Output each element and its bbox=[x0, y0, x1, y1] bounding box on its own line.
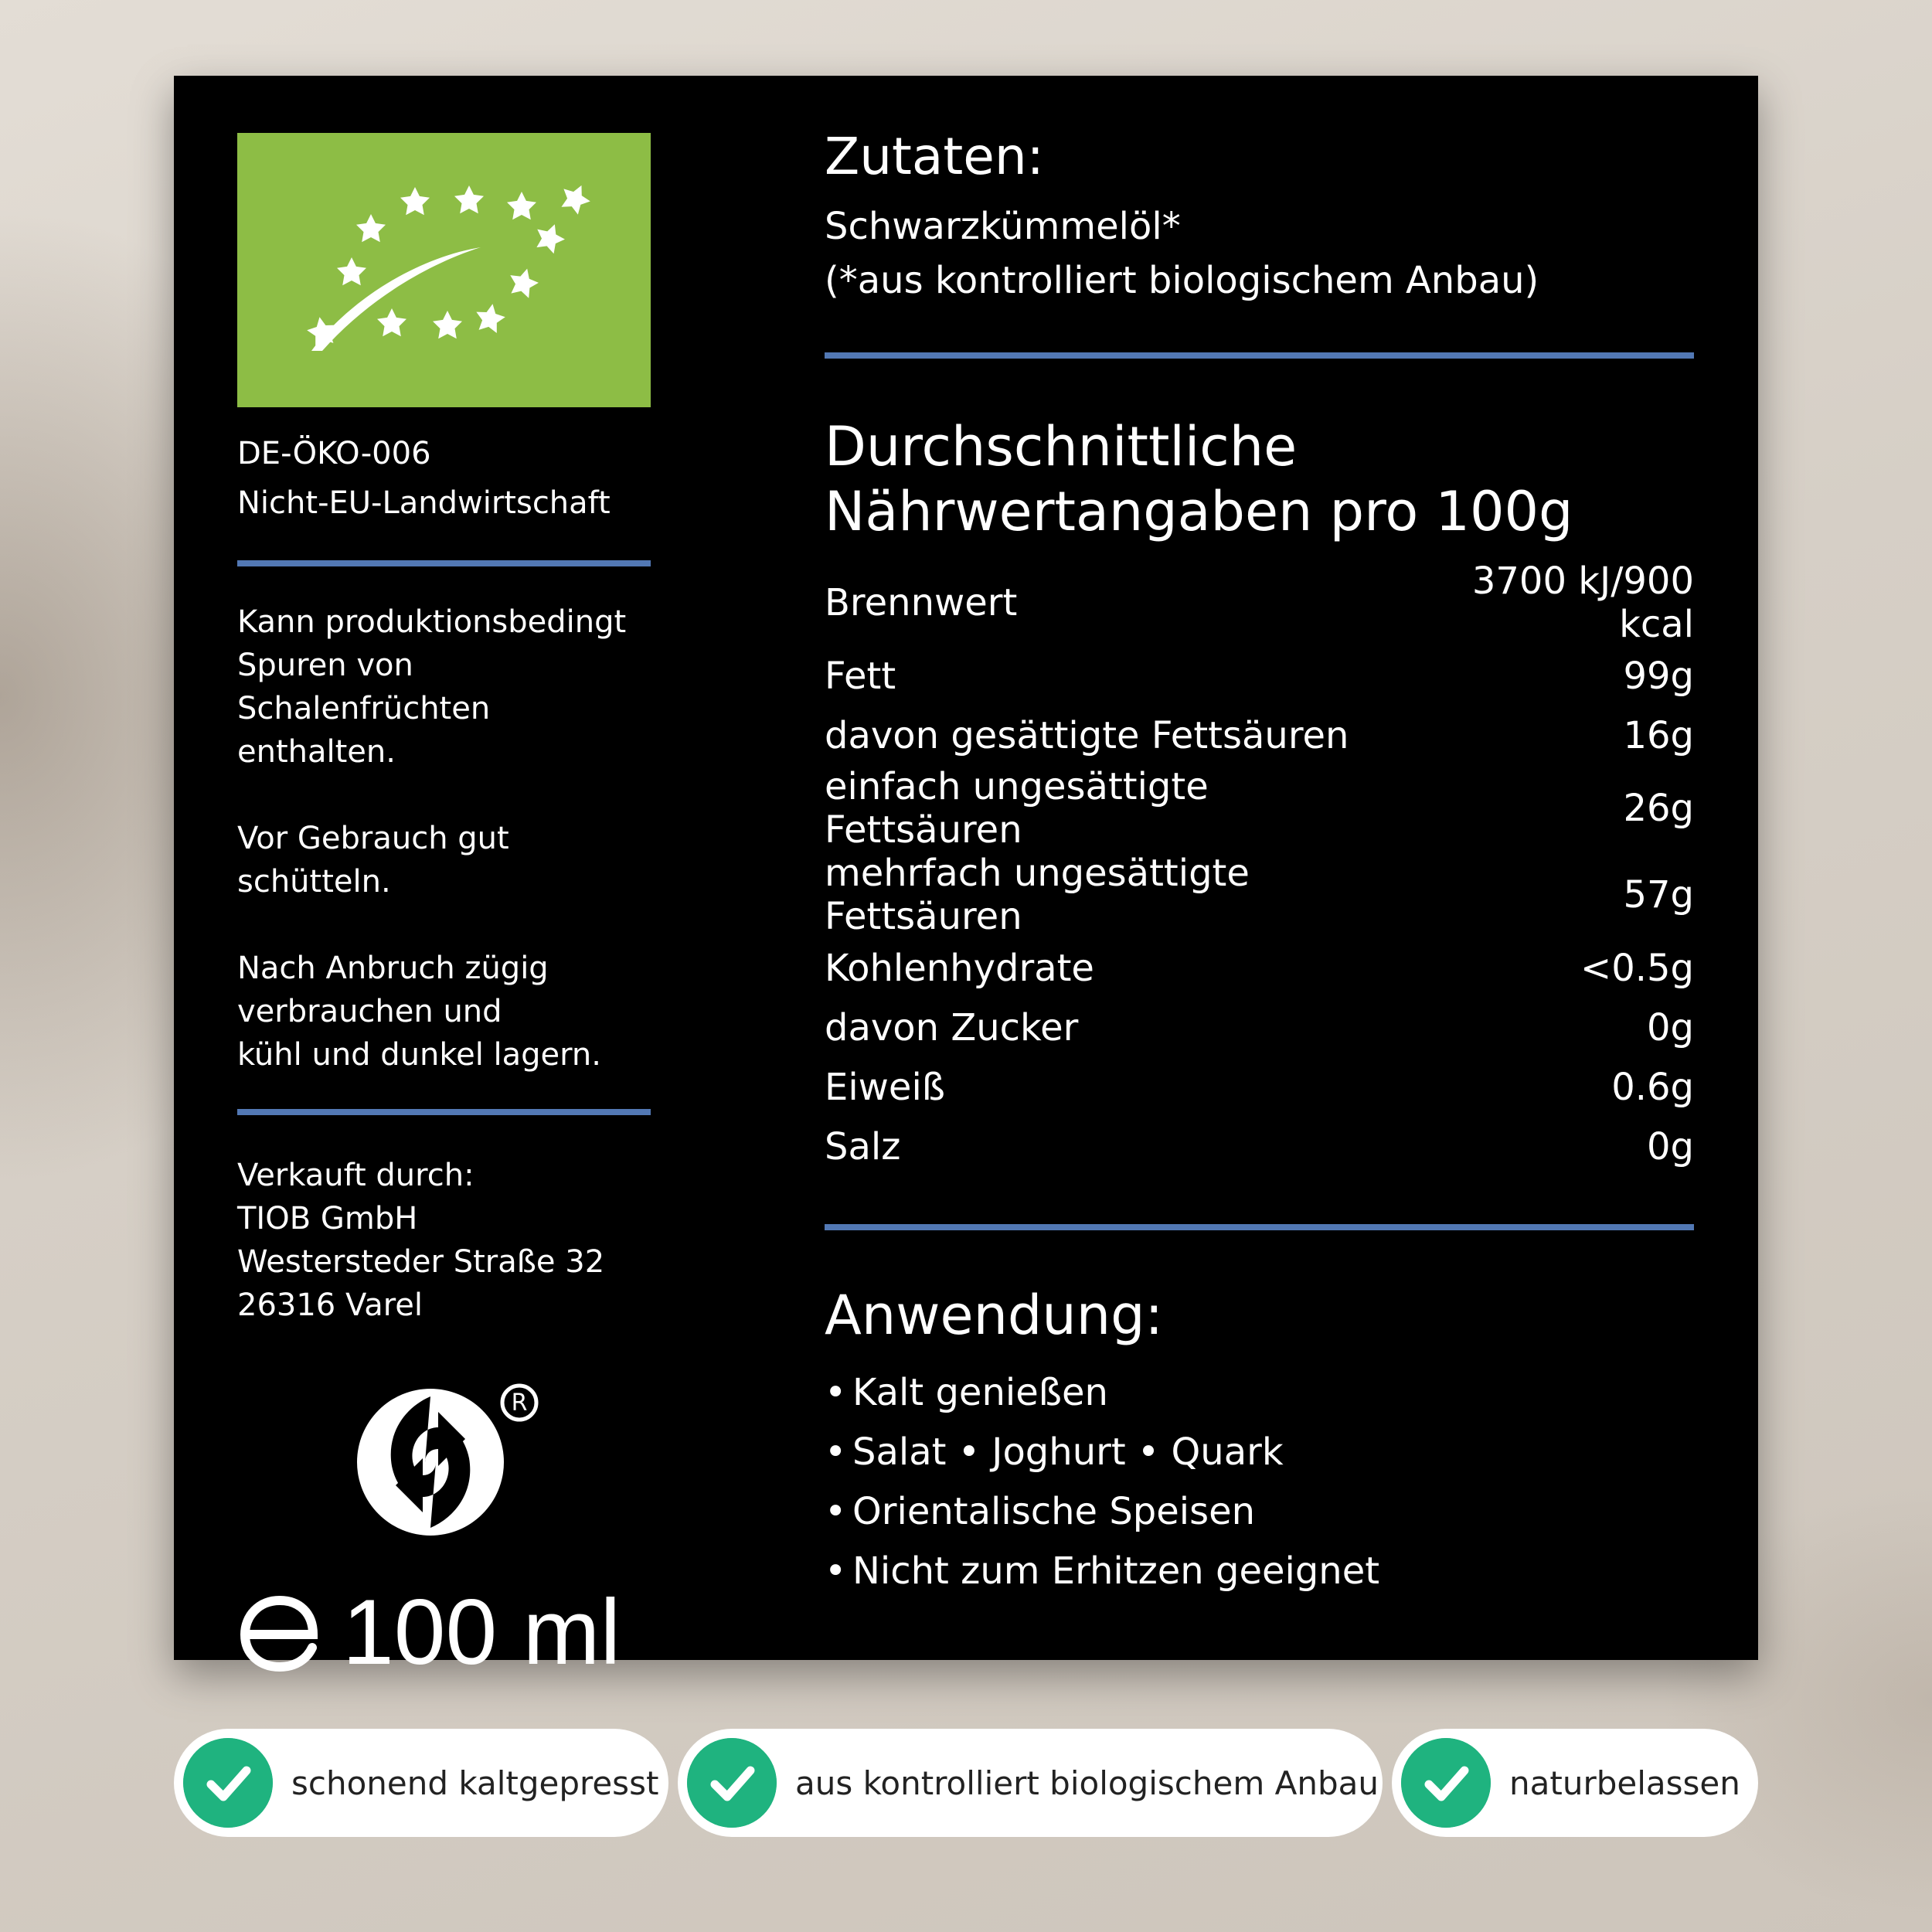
seller-line: TIOB GmbH bbox=[237, 1201, 418, 1236]
badge-label: schonend kaltgepresst bbox=[291, 1764, 659, 1802]
note-line: Spuren von Schalenfrüchten bbox=[237, 648, 491, 726]
nutrient-label: mehrfach ungesättigte Fettsäuren bbox=[825, 852, 1250, 938]
label-right-column bbox=[825, 122, 1694, 1601]
cert-origin: Nicht-EU-Landwirtschaft bbox=[237, 485, 611, 521]
table-row bbox=[825, 852, 1694, 938]
product-label bbox=[174, 76, 1758, 1684]
nutrient-label: Brennwert bbox=[825, 581, 1018, 624]
svg-text:R: R bbox=[511, 1389, 528, 1417]
usage-text: Orientalische Speisen bbox=[852, 1490, 1256, 1533]
usage-list bbox=[825, 1363, 1694, 1601]
shake-note bbox=[237, 817, 651, 903]
list-item bbox=[825, 1542, 1694, 1601]
list-item bbox=[825, 1482, 1694, 1542]
table-row bbox=[825, 1057, 1694, 1117]
nutrient-value: 26g bbox=[1623, 787, 1694, 830]
badge-label: naturbelassen bbox=[1509, 1764, 1740, 1802]
nutrient-value: <0.5g bbox=[1580, 946, 1694, 990]
feature-badge bbox=[678, 1729, 1383, 1837]
table-row bbox=[825, 938, 1694, 998]
ingredients-heading: Zutaten: bbox=[825, 127, 1044, 186]
nutrient-label: Eiweiß bbox=[825, 1065, 946, 1109]
list-item bbox=[825, 1363, 1694, 1423]
usage-text: Kalt genießen bbox=[852, 1371, 1108, 1414]
usage-heading: Anwendung: bbox=[825, 1284, 1164, 1347]
nutrient-label: Kohlenhydrate bbox=[825, 946, 1094, 990]
table-row bbox=[825, 560, 1694, 646]
nutrient-value: 57g bbox=[1623, 873, 1694, 917]
seller-line: Westersteder Straße 32 bbox=[237, 1244, 605, 1280]
bullet: • bbox=[825, 1371, 847, 1414]
nutrition-heading-line: Durchschnittliche bbox=[825, 415, 1298, 478]
nutrient-value: 3700 kJ/900 kcal bbox=[1471, 560, 1694, 646]
nutrient-value: 0g bbox=[1646, 1124, 1694, 1168]
feature-badge bbox=[174, 1729, 668, 1837]
check-icon bbox=[687, 1738, 777, 1828]
note-line: Vor Gebrauch gut schütteln. bbox=[237, 821, 509, 900]
table-row bbox=[825, 765, 1694, 852]
usage-text: Nicht zum Erhitzen geeignet bbox=[852, 1549, 1380, 1593]
table-row bbox=[825, 706, 1694, 765]
seller-address bbox=[237, 1154, 651, 1327]
bullet: • bbox=[825, 1549, 847, 1593]
divider bbox=[825, 352, 1694, 359]
estimated-sign-icon bbox=[237, 1590, 322, 1675]
ingredients-list bbox=[825, 199, 1694, 308]
gruener-punkt-icon bbox=[357, 1381, 543, 1543]
table-row bbox=[825, 998, 1694, 1057]
label-left-column bbox=[237, 133, 651, 1682]
check-icon bbox=[183, 1738, 273, 1828]
badge-label: aus kontrolliert biologischem Anbau bbox=[795, 1764, 1379, 1802]
note-line: enthalten. bbox=[237, 734, 396, 770]
divider bbox=[237, 1109, 651, 1115]
check-icon bbox=[1401, 1738, 1491, 1828]
list-item bbox=[825, 1423, 1694, 1482]
divider bbox=[237, 560, 651, 566]
nutrient-value: 0.6g bbox=[1611, 1065, 1694, 1109]
note-line: Nach Anbruch zügig bbox=[237, 951, 549, 986]
feature-badges bbox=[0, 1729, 1932, 1837]
ingredient-line: Schwarzkümmelöl* bbox=[825, 205, 1181, 248]
ingredient-footnote: (*aus kontrolliert biologischem Anbau) bbox=[825, 259, 1539, 302]
divider bbox=[825, 1224, 1694, 1230]
nutrition-table bbox=[825, 560, 1694, 1176]
nutrient-value: 16g bbox=[1623, 713, 1694, 757]
certification-info bbox=[237, 429, 651, 528]
nutrient-label: einfach ungesättigte Fettsäuren bbox=[825, 765, 1209, 852]
storage-note bbox=[237, 947, 651, 1077]
nutrition-heading-line: Nährwertangaben pro 100g bbox=[825, 480, 1573, 543]
nutrient-label: davon Zucker bbox=[825, 1005, 1079, 1049]
table-row bbox=[825, 646, 1694, 706]
allergen-note bbox=[237, 600, 651, 774]
table-row bbox=[825, 1117, 1694, 1176]
eu-organic-leaf-icon bbox=[237, 133, 651, 407]
nutrient-value: 0g bbox=[1646, 1005, 1694, 1049]
usage-text: Salat • Joghurt • Quark bbox=[852, 1430, 1284, 1474]
nutrient-label: davon gesättigte Fettsäuren bbox=[825, 713, 1349, 757]
note-line: kühl und dunkel lagern. bbox=[237, 1037, 601, 1073]
net-volume: 100 ml bbox=[342, 1580, 621, 1684]
nutrition-heading bbox=[825, 414, 1694, 544]
seller-line: 26316 Varel bbox=[237, 1287, 423, 1323]
nutrient-label: Salz bbox=[825, 1124, 901, 1168]
bullet: • bbox=[825, 1490, 847, 1533]
nutrient-value: 99g bbox=[1623, 654, 1694, 698]
cert-code: DE-ÖKO-006 bbox=[237, 436, 431, 471]
nutrient-label: Fett bbox=[825, 654, 896, 698]
bullet: • bbox=[825, 1430, 847, 1474]
seller-line: Verkauft durch: bbox=[237, 1158, 474, 1193]
note-line: Kann produktionsbedingt bbox=[237, 604, 627, 640]
volume-row bbox=[237, 1582, 651, 1682]
note-line: verbrauchen und bbox=[237, 994, 502, 1029]
feature-badge bbox=[1392, 1729, 1758, 1837]
handling-notes bbox=[237, 600, 651, 1077]
